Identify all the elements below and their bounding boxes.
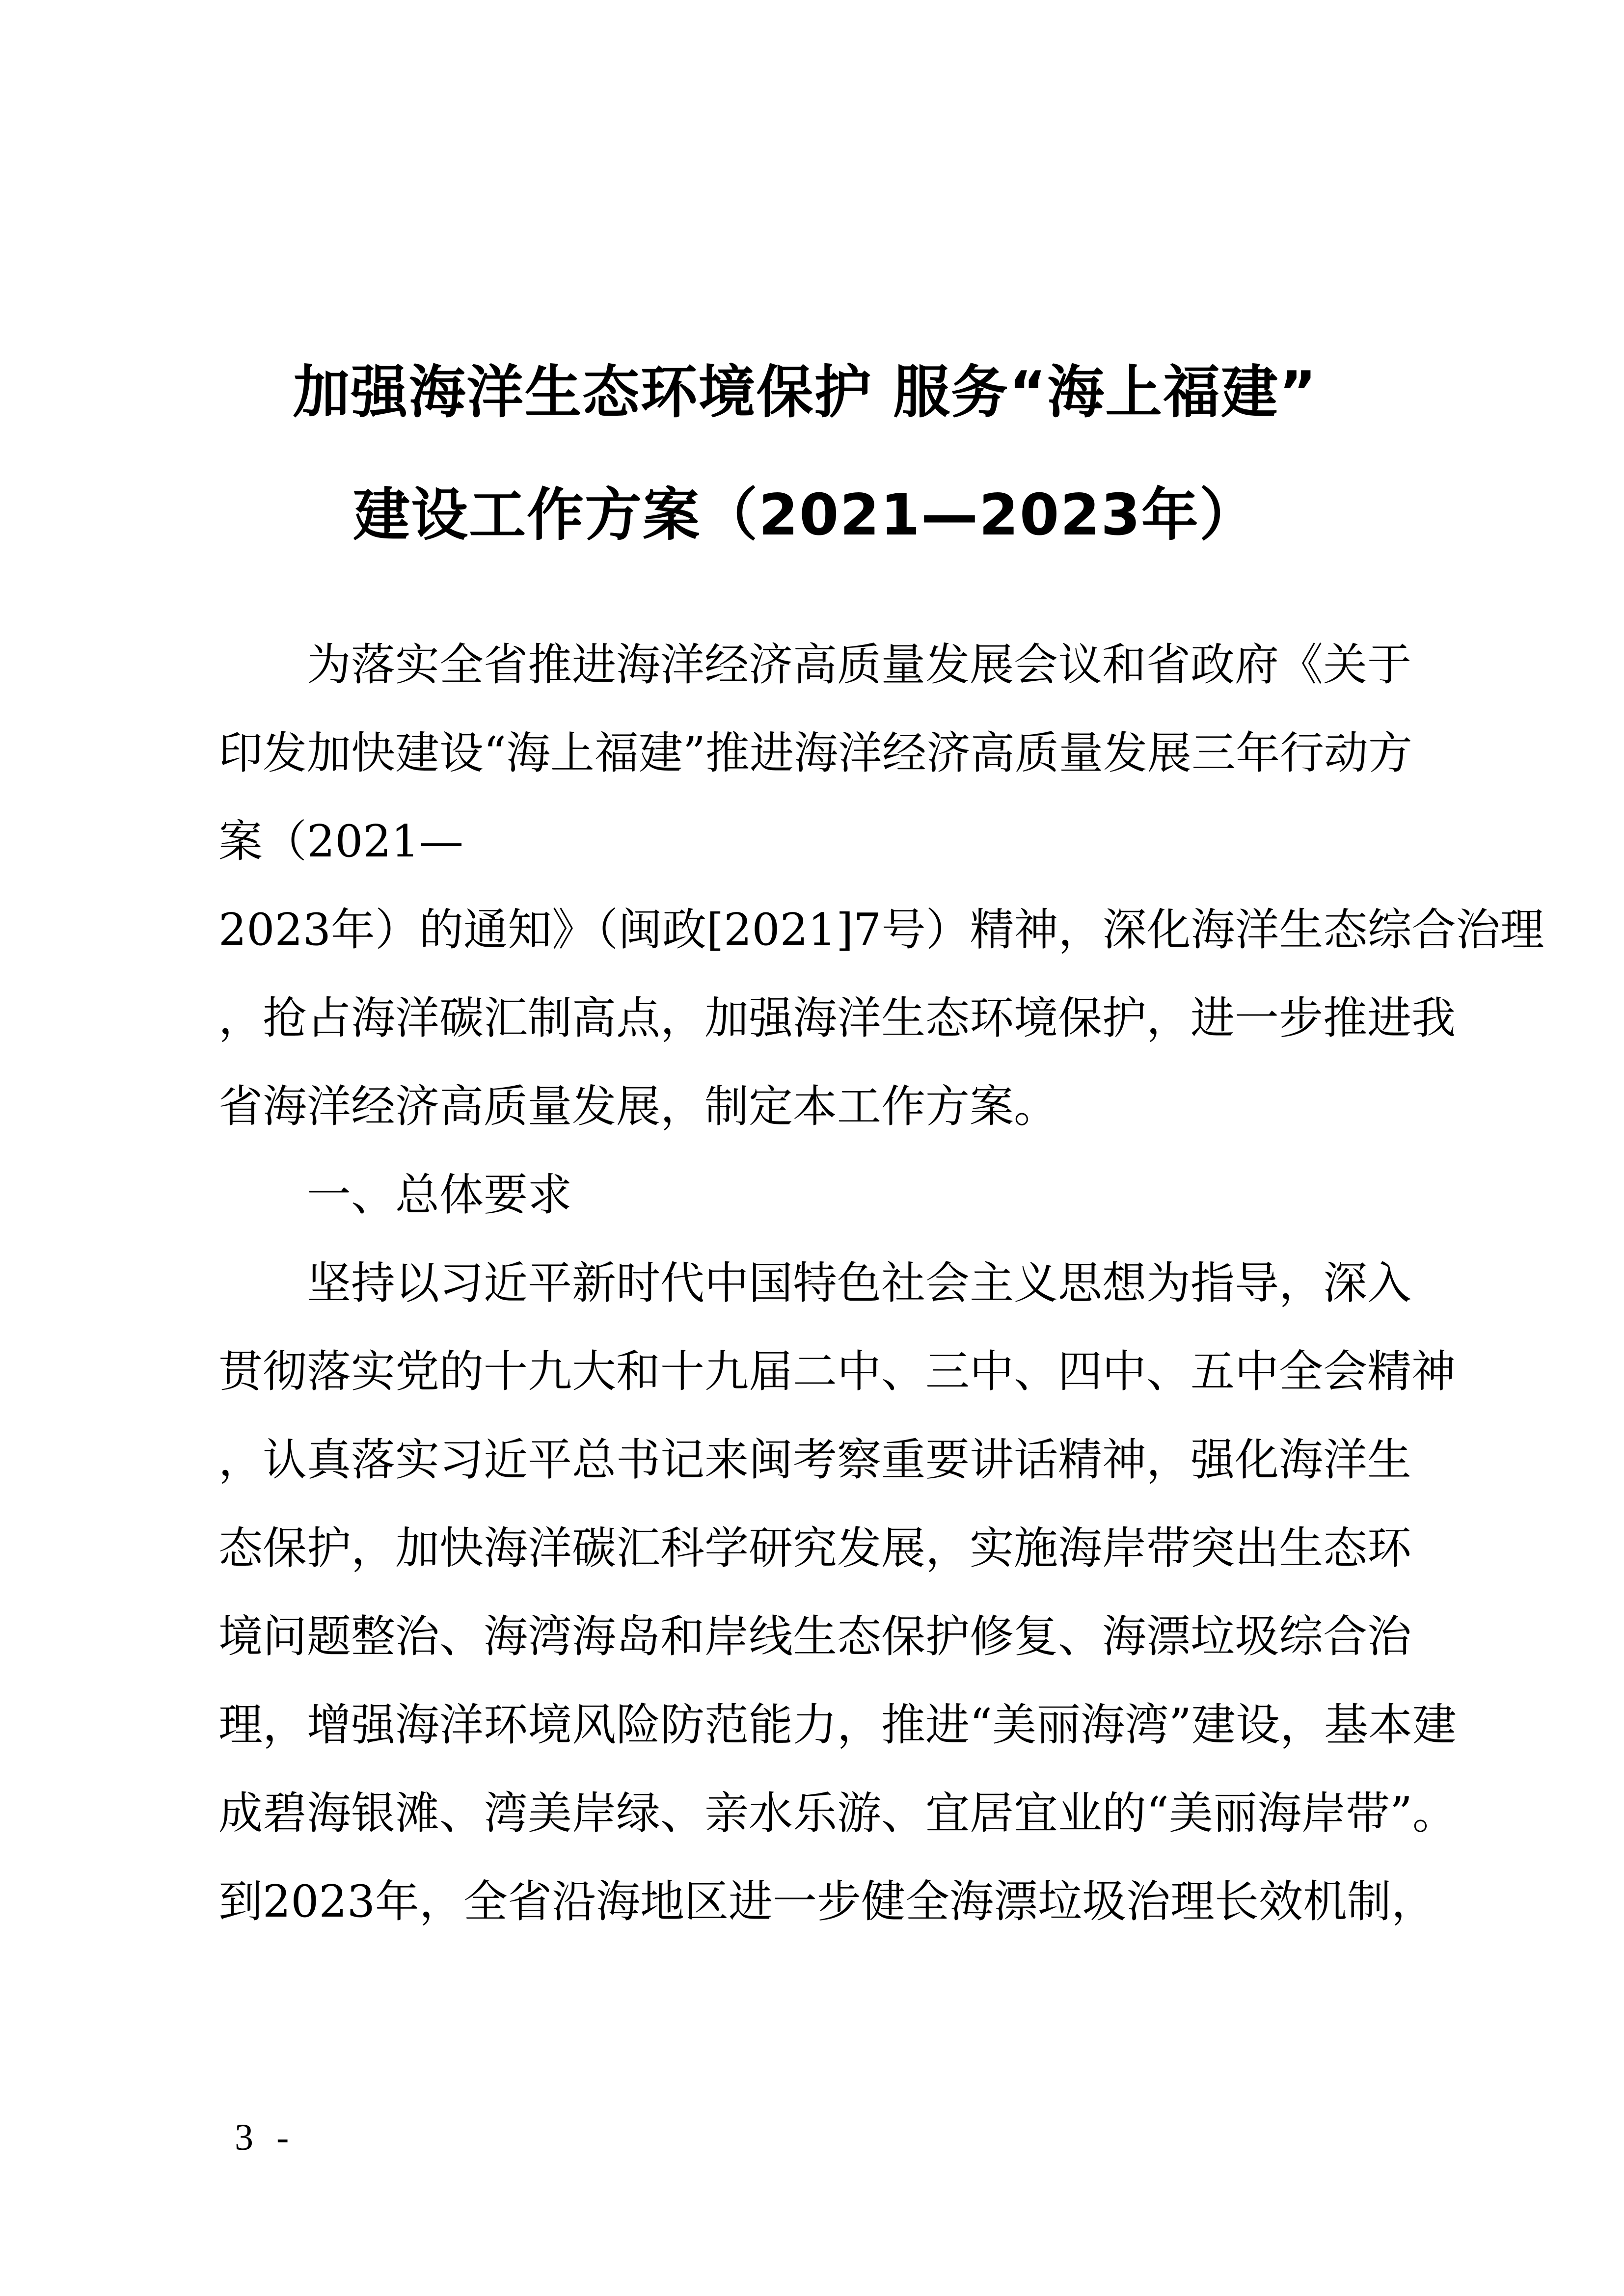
paragraph-line: 坚持以习近平新时代中国特色社会主义思想为指导，深入 xyxy=(218,1257,1411,1309)
document-title-line-2: 建设工作方案（2021—2023年） xyxy=(353,482,1257,548)
paragraph-line: 2023年）的通知》（闽政[2021]7号）精神，深化海洋生态综合治理 xyxy=(218,904,1544,956)
paragraph-line: 到2023年，全省沿海地区进一步健全海漂垃圾治理长效机制， xyxy=(218,1876,1436,1927)
paragraph-line: 态保护，加快海洋碳汇科学研究发展，实施海岸带突出生态环 xyxy=(218,1522,1411,1574)
paragraph-line: ，认真落实习近平总书记来闽考察重要讲话精神，强化海洋生 xyxy=(218,1434,1411,1486)
page-number: 3 - xyxy=(235,2117,296,2158)
paragraph-line: 省海洋经济高质量发展，制定本工作方案。 xyxy=(218,1081,1058,1132)
paragraph-line: 案（2021— xyxy=(218,816,464,867)
section-heading: 一、总体要求 xyxy=(218,1169,572,1221)
paragraph-line: ，抢占海洋碳汇制高点，加强海洋生态环境保护，进一步推进我 xyxy=(218,992,1456,1044)
paragraph-line: 贯彻落实党的十九大和十九届二中、三中、四中、五中全会精神 xyxy=(218,1346,1456,1397)
paragraph-line: 理，增强海洋环境风险防范能力，推进“美丽海湾”建设，基本建 xyxy=(218,1699,1457,1751)
paragraph-line: 境问题整治、海湾海岛和岸线生态保护修复、海漂垃圾综合治 xyxy=(218,1611,1411,1662)
document-title-line-1: 加强海洋生态环境保护 服务“海上福建” xyxy=(293,359,1318,426)
paragraph-line: 印发加快建设“海上福建”推进海洋经济高质量发展三年行动方 xyxy=(218,727,1413,779)
paragraph-line: 为落实全省推进海洋经济高质量发展会议和省政府《关于 xyxy=(218,639,1411,691)
paragraph-line: 成碧海银滩、湾美岸绿、亲水乐游、宜居宜业的“美丽海岸带”。 xyxy=(218,1788,1457,1839)
